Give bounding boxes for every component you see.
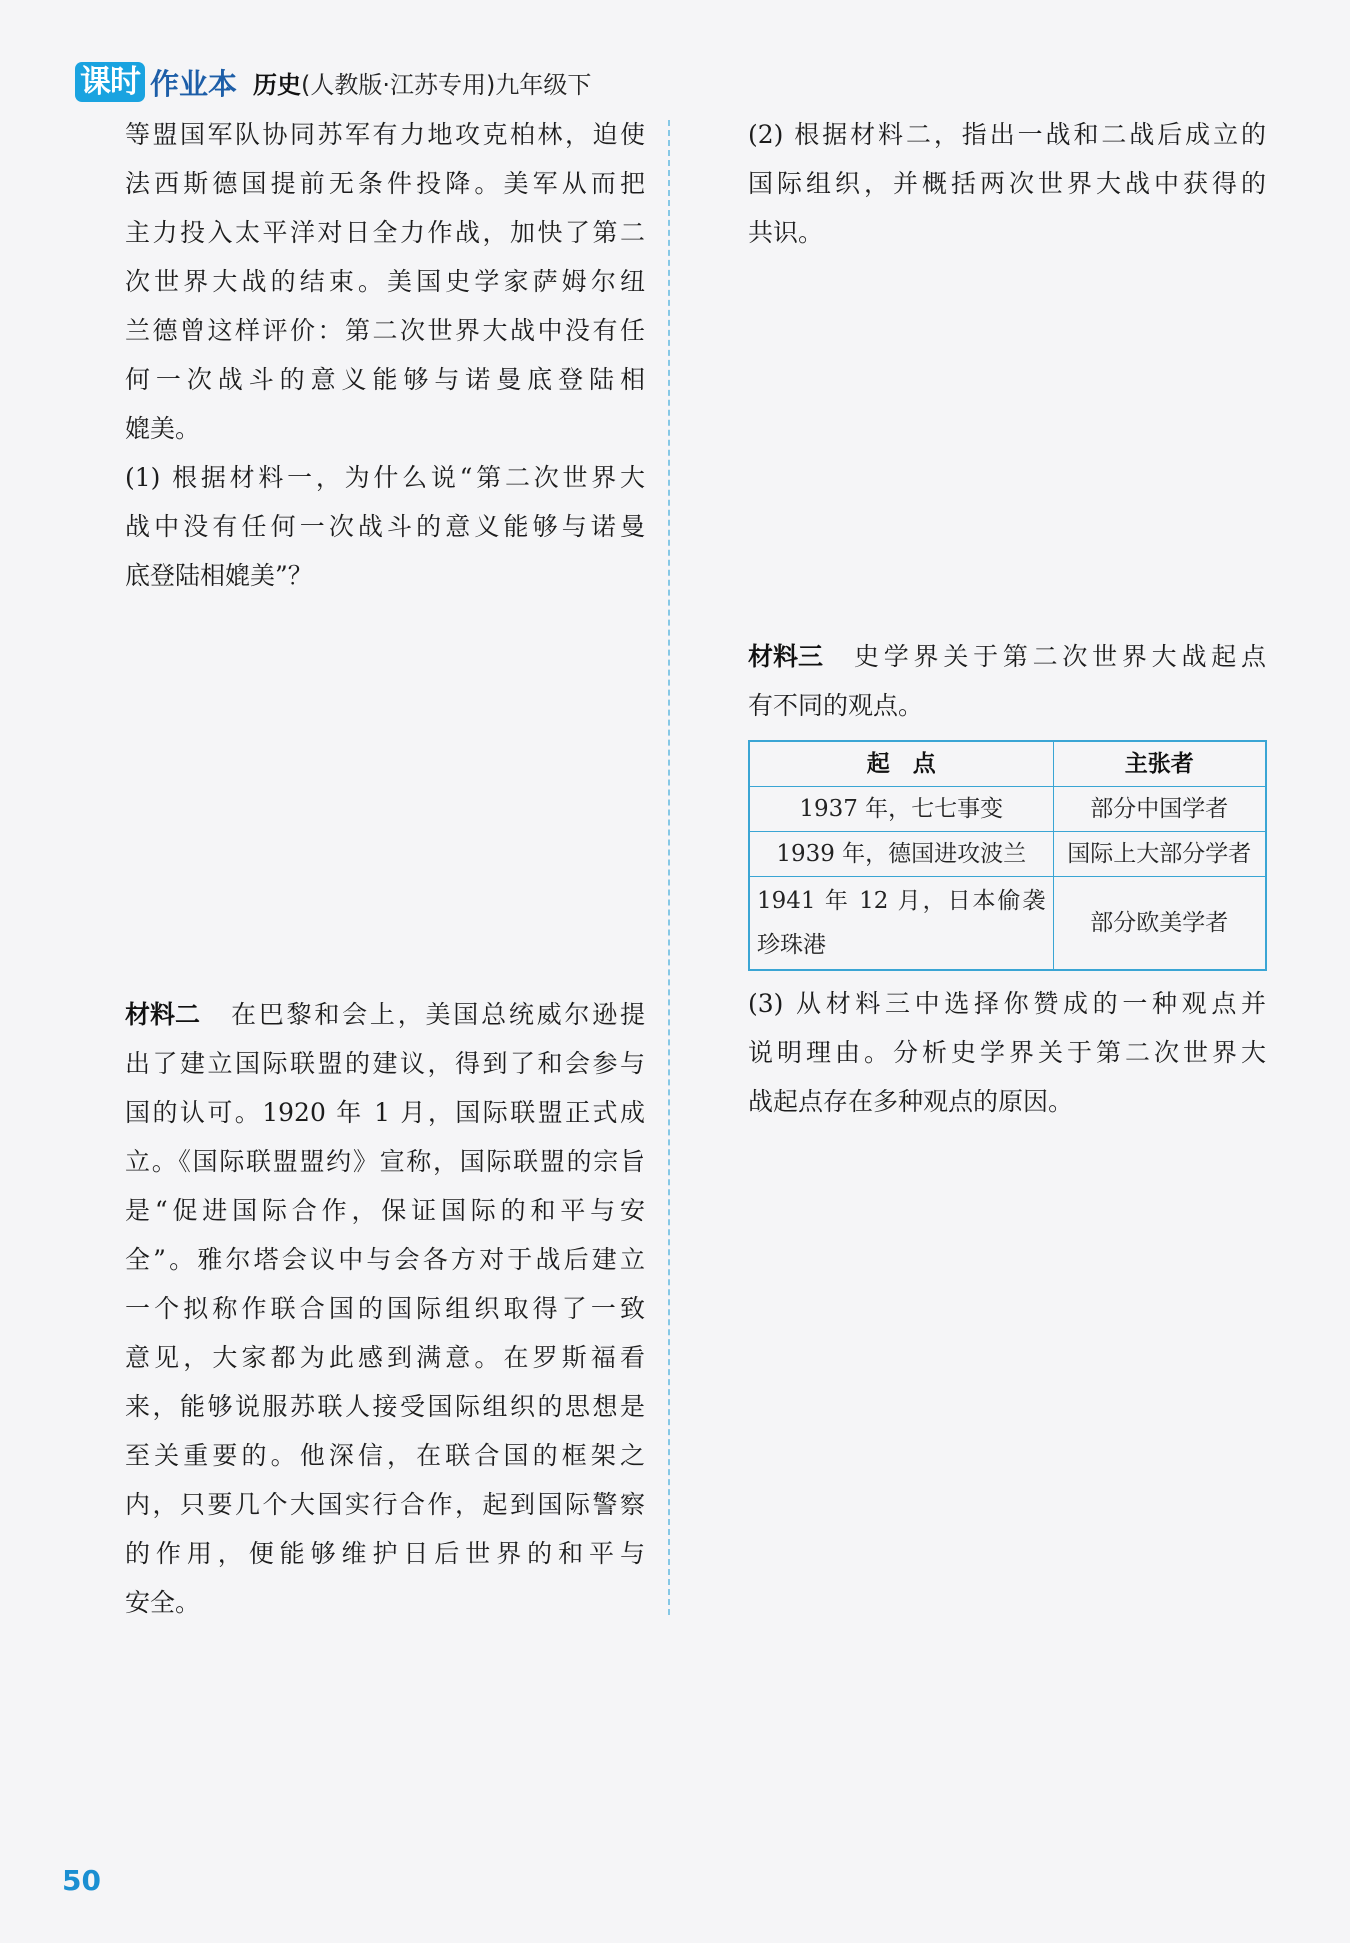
material3-label: 材料三: [748, 642, 824, 671]
material2-first-line: [125, 990, 645, 1039]
material2-line: 全”。雅尔塔会议中与会各方对于战后建立: [125, 1245, 645, 1274]
table-cell-proponents: 部分中国学者: [1053, 787, 1266, 832]
table-header-row: [749, 741, 1266, 787]
material1-line: 兰德曾这样评价：第二次世界大战中没有任: [125, 316, 645, 345]
question2-line: 国际组织，并概括两次世界大战中获得的: [748, 169, 1266, 198]
left-column-top: [125, 110, 645, 600]
material2-line: 在巴黎和会上，美国总统威尔逊提: [231, 1000, 645, 1029]
material2-line: 的作用，便能够维护日后世界的和平与: [125, 1539, 645, 1568]
material2-label: 材料二: [125, 1000, 201, 1029]
material1-line: 何一次战斗的意义能够与诺曼底登陆相: [125, 365, 645, 394]
table-row: [749, 832, 1266, 877]
material2-line: 来，能够说服苏联人接受国际组织的思想是: [125, 1392, 645, 1421]
material3-line: 史学界关于第二次世界大战起点: [854, 642, 1266, 671]
question2-line: (2) 根据材料二，指出一战和二战后成立的: [748, 120, 1266, 149]
question-1: [125, 453, 645, 600]
question3-line: 战起点存在多种观点的原因。: [748, 1087, 1074, 1116]
logo-badge: 课时: [75, 62, 145, 102]
subject-title: 历史: [253, 70, 302, 99]
material2-line: 意见，大家都为此感到满意。在罗斯福看: [125, 1343, 645, 1372]
question1-line: (1) 根据材料一，为什么说“第二次世界大: [125, 463, 645, 492]
page-header: [75, 60, 591, 104]
page-number: 50: [62, 1864, 101, 1897]
material3-line: 有不同的观点。: [748, 691, 924, 720]
table-header-start-point: 起 点: [749, 741, 1053, 787]
material2-line: 内，只要几个大国实行合作，起到国际警察: [125, 1490, 645, 1519]
material1-line: 次世界大战的结束。美国史学家萨姆尔纽: [125, 267, 645, 296]
material2-line: 出了建立国际联盟的建议，得到了和会参与: [125, 1049, 645, 1078]
material2-line: 安全。: [125, 1588, 201, 1617]
logo-text: 作业本: [150, 66, 238, 101]
material2-line: 至关重要的。他深信，在联合国的框架之: [125, 1441, 645, 1470]
question1-line: 战中没有任何一次战斗的意义能够与诺曼: [125, 512, 645, 541]
table-cell-start-point: 1939 年，德国进攻波兰: [749, 832, 1053, 877]
table-cell-start-point: 1941 年 12 月，日本偷袭珍珠港: [749, 877, 1053, 971]
question3-line: (3) 从材料三中选择你赞成的一种观点并: [748, 989, 1266, 1018]
material3-first-line: [748, 632, 1266, 681]
question2-line: 共识。: [748, 218, 824, 247]
material1-line: 法西斯德国提前无条件投降。美军从而把: [125, 169, 645, 198]
table-row: [749, 787, 1266, 832]
material-3: [748, 632, 1266, 730]
material1-continued: [125, 110, 645, 453]
question-2: [748, 110, 1266, 257]
table-cell-proponents: 国际上大部分学者: [1053, 832, 1266, 877]
edition-label: (人教版·江苏专用)九年级下: [301, 70, 592, 99]
material1-line: 等盟国军队协同苏军有力地攻克柏林，迫使: [125, 120, 645, 149]
question3-line: 说明理由。分析史学界关于第二次世界大: [748, 1038, 1266, 1067]
viewpoints-table: [748, 740, 1267, 971]
material2-line: 立。《国际联盟盟约》宣称，国际联盟的宗旨: [125, 1147, 645, 1176]
material1-line: 媲美。: [125, 414, 201, 443]
table-cell-proponents: 部分欧美学者: [1053, 877, 1266, 971]
material2-line: 国的认可。1920 年 1 月，国际联盟正式成: [125, 1098, 645, 1127]
table-header-proponents: 主张者: [1053, 741, 1266, 787]
material2-line: 是“促进国际合作，保证国际的和平与安: [125, 1196, 645, 1225]
column-divider: [668, 120, 670, 1615]
question-3: [748, 979, 1266, 1126]
table-cell-start-point: 1937 年，七七事变: [749, 787, 1053, 832]
material2-line: 一个拟称作联合国的国际组织取得了一致: [125, 1294, 645, 1323]
material-2: [125, 990, 645, 1627]
material1-line: 主力投入太平洋对日全力作战，加快了第二: [125, 218, 645, 247]
table-row: [749, 877, 1266, 971]
question1-line: 底登陆相媲美”？: [125, 561, 313, 590]
